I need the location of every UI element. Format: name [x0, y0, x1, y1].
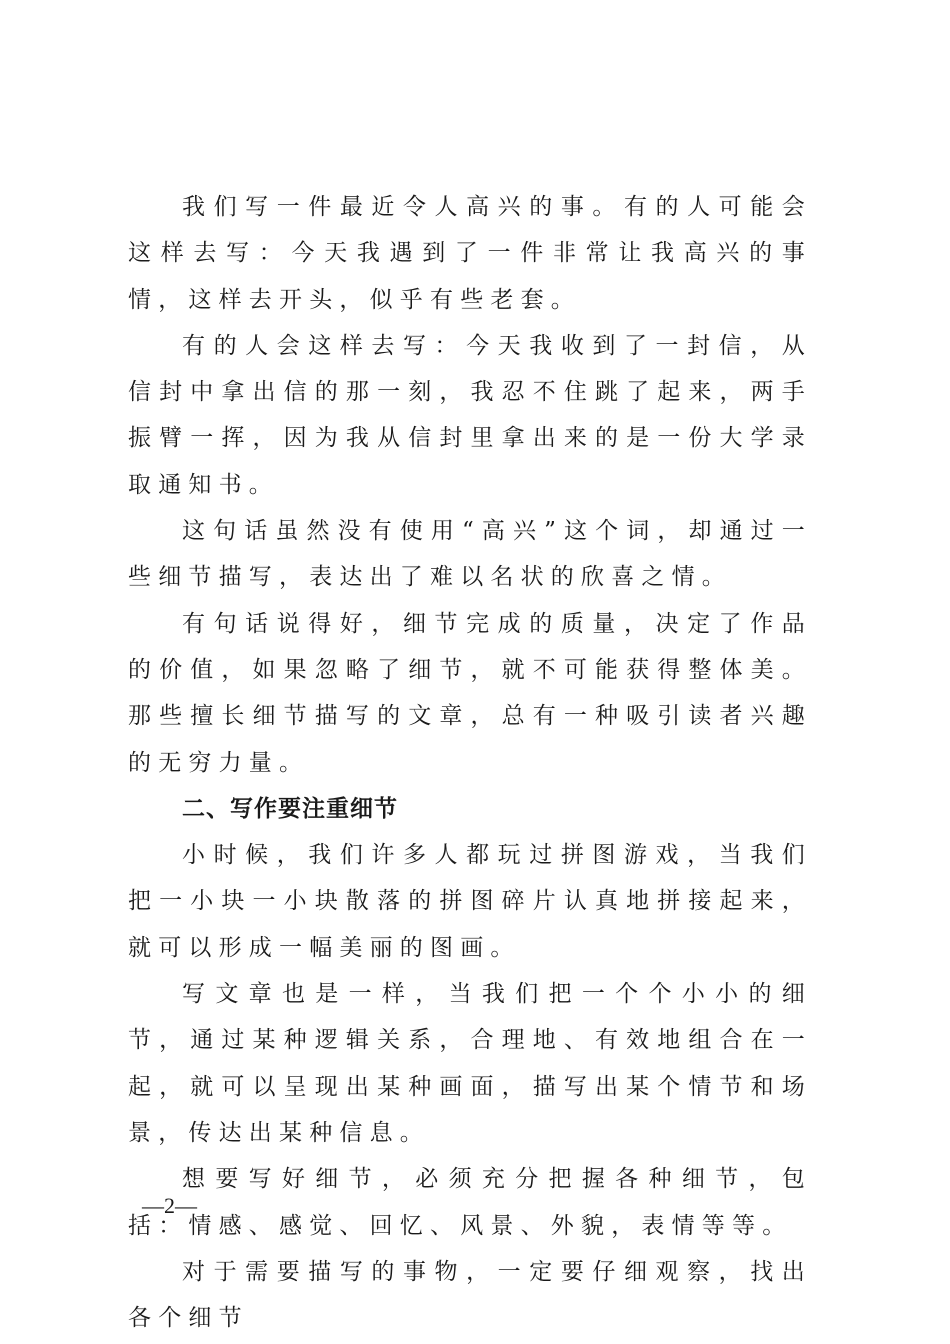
- paragraph-writing-analogy: 写文章也是一样，当我们把一个个小小的细节，通过某种逻辑关系，合理地、有效地组合在一起，就可以呈现出某种画面，描写出某个情节和场景，传达出某种信息。: [128, 981, 812, 1146]
- section-heading: 二、写作要注重细节: [182, 795, 398, 822]
- paragraph-detail-explanation: 这句话虽然没有使用“高兴”这个词，却通过一些细节描写，表达出了难以名状的欣喜之情。: [128, 518, 812, 591]
- paragraph-observation: 对于需要描写的事物，一定要仔细观察，找出各个细节: [128, 1258, 812, 1332]
- document-body: [128, 184, 812, 1341]
- paragraph-happy-event-intro: 我们写一件最近令人高兴的事。有的人可能会这样去写：今天我遇到了一件非常让我高兴的事情，这样去开头，似乎有些老套。: [128, 194, 812, 313]
- page-number: —2—: [142, 1193, 197, 1218]
- paragraph-detail-types: 想要写好细节，必须充分把握各种细节，包括：情感、感觉、回忆、风景、外貌，表情等等。: [128, 1166, 812, 1239]
- paragraph-letter-example: 有的人会这样去写：今天我收到了一封信，从信封中拿出信的那一刻，我忍不住跳了起来，两手振臂一挥，因为我从信封里拿出来的是一份大学录取通知书。: [128, 332, 812, 498]
- paragraph-puzzle-analogy: 小时候，我们许多人都玩过拼图游戏，当我们把一小块一小块散落的拼图碎片认真地拼接起来，就可以形成一幅美丽的图画。: [128, 842, 812, 961]
- paragraph-detail-quality: 有句话说得好，细节完成的质量，决定了作品的价值，如果忽略了细节，就不可能获得整体美。那些擅长细节描写的文章，总有一种吸引读者兴趣的无穷力量。: [128, 610, 812, 776]
